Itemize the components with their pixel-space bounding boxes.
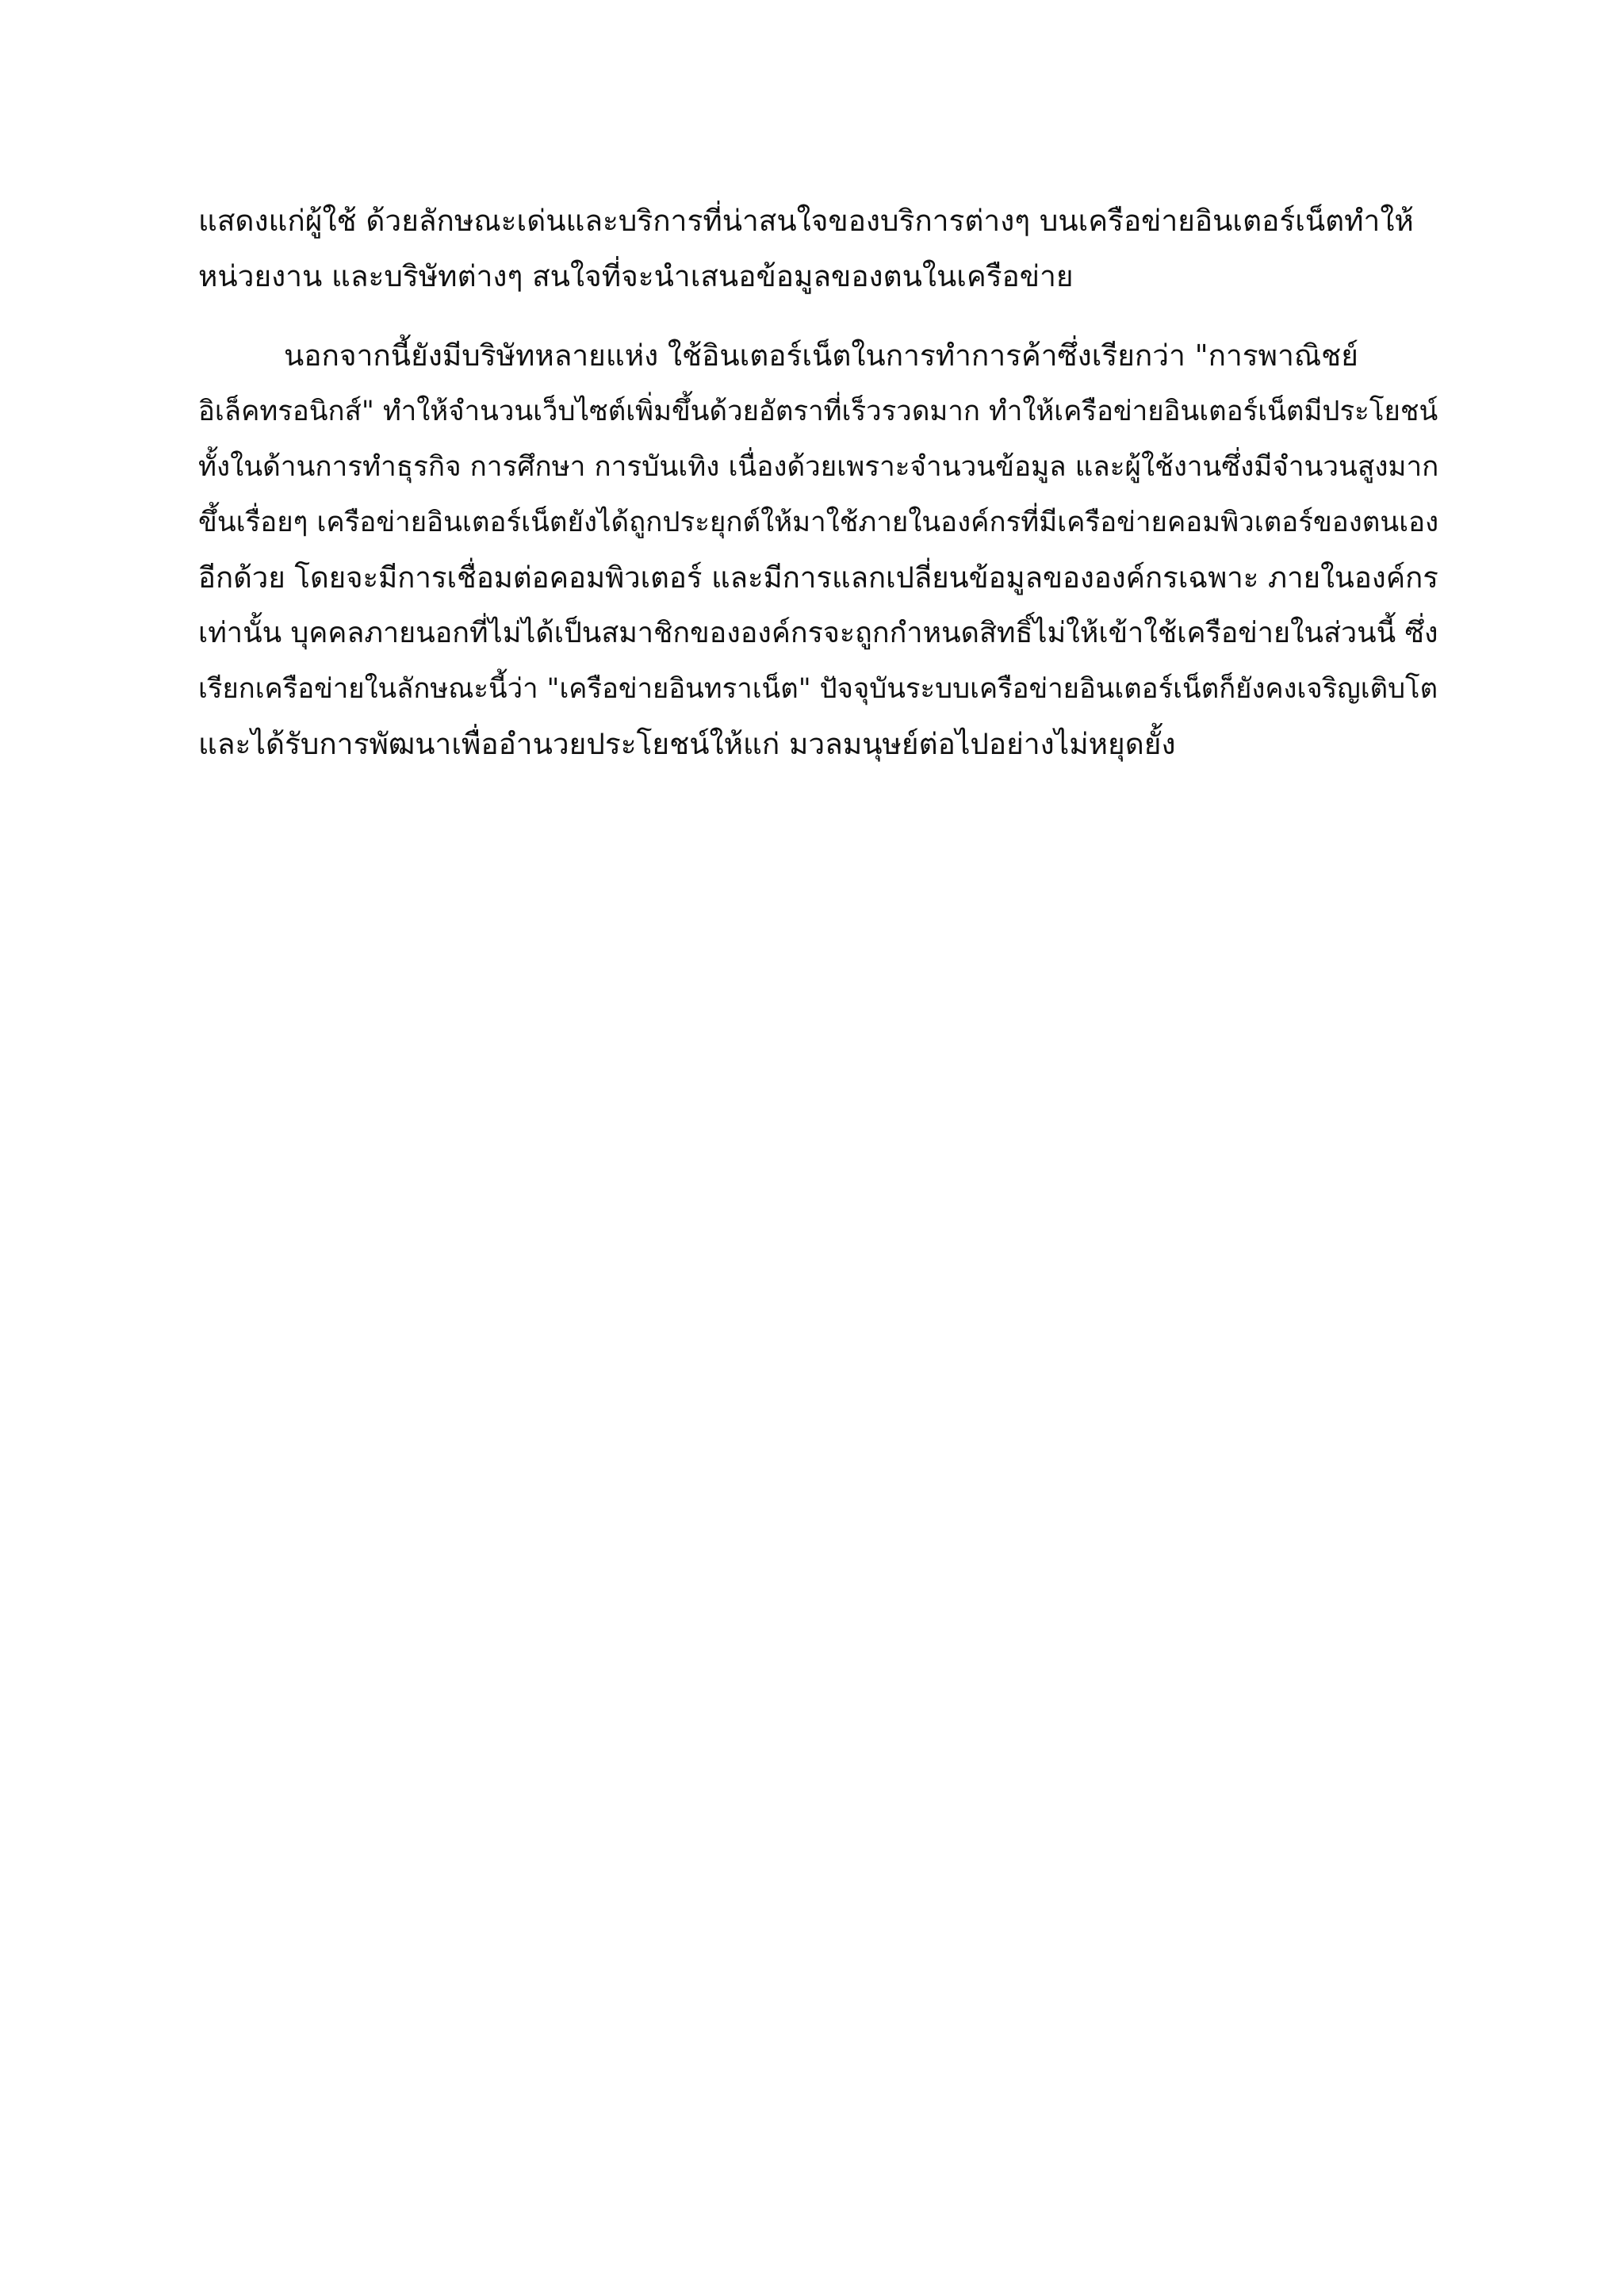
paragraph-2-line-4: ขึ้นเรื่อยๆ เครือข่ายอินเตอร์เน็ตยังได้ถูกประยุกต์ให้มาใช้ภายในองค์กรที่มีเครือข่ายคอมพิวเตอร์ของตนเอง — [198, 507, 1439, 538]
paragraph-2-line-8: และได้รับการพัฒนาเพื่ออำนวยประโยชน์ให้แก่ มวลมนุษย์ต่อไปอย่างไม่หยุดยั้ง — [198, 727, 1176, 761]
paragraph-spacer — [198, 304, 1451, 328]
paragraph-2-line-3: ทั้งในด้านการทำธุรกิจ การศึกษา การบันเทิง เนื่องด้วยเพราะจำนวนข้อมูล และผู้ใช้งานซึ่งมีจำนวนสูงมาก — [198, 451, 1439, 483]
document-body — [198, 193, 1451, 772]
paragraph-2 — [198, 328, 1451, 772]
paragraph-1-line-1: แสดงแก่ผู้ใช้ ด้วยลักษณะเด่นและบริการที่น่าสนใจของบริการต่างๆ บนเครือข่ายอินเตอร์เน็ตทำให้ — [198, 204, 1414, 238]
paragraph-2-line-1: นอกจากนี้ยังมีบริษัทหลายแห่ง ใช้อินเตอร์เน็ตในการทำการค้าซึ่งเรียกว่า "การพาณิชย์ — [284, 339, 1358, 373]
paragraph-2-line-5: อีกด้วย โดยจะมีการเชื่อมต่อคอมพิวเตอร์ และมีการแลกเปลี่ยนข้อมูลขององค์กรเฉพาะ ภายในองค์กร — [198, 561, 1438, 595]
paragraph-2-line-6: เท่านั้น บุคคลภายนอกที่ไม่ได้เป็นสมาชิกขององค์กรจะถูกกำหนดสิทธิ์ไม่ให้เข้าใช้เครือข่ายในส่วนนี้ ซึ่ง — [198, 617, 1438, 649]
paragraph-2-line-2: อิเล็คทรอนิกส์" ทำให้จำนวนเว็บไซต์เพิ่มขึ้นด้วยอัตราที่เร็วรวดมาก ทำให้เครือข่ายอินเตอร์เน็ตมีประโยชน์ — [198, 396, 1438, 427]
paragraph-1-line-2: หน่วยงาน และบริษัทต่างๆ สนใจที่จะนำเสนอข้อมูลของตนในเครือข่าย — [198, 259, 1074, 293]
paragraph-1 — [198, 193, 1451, 304]
paragraph-2-line-7: เรียกเครือข่ายในลักษณะนี้ว่า "เครือข่ายอินทราเน็ต" ปัจจุบันระบบเครือข่ายอินเตอร์เน็ตก็ยังคงเจริญเติบโต — [198, 673, 1438, 705]
